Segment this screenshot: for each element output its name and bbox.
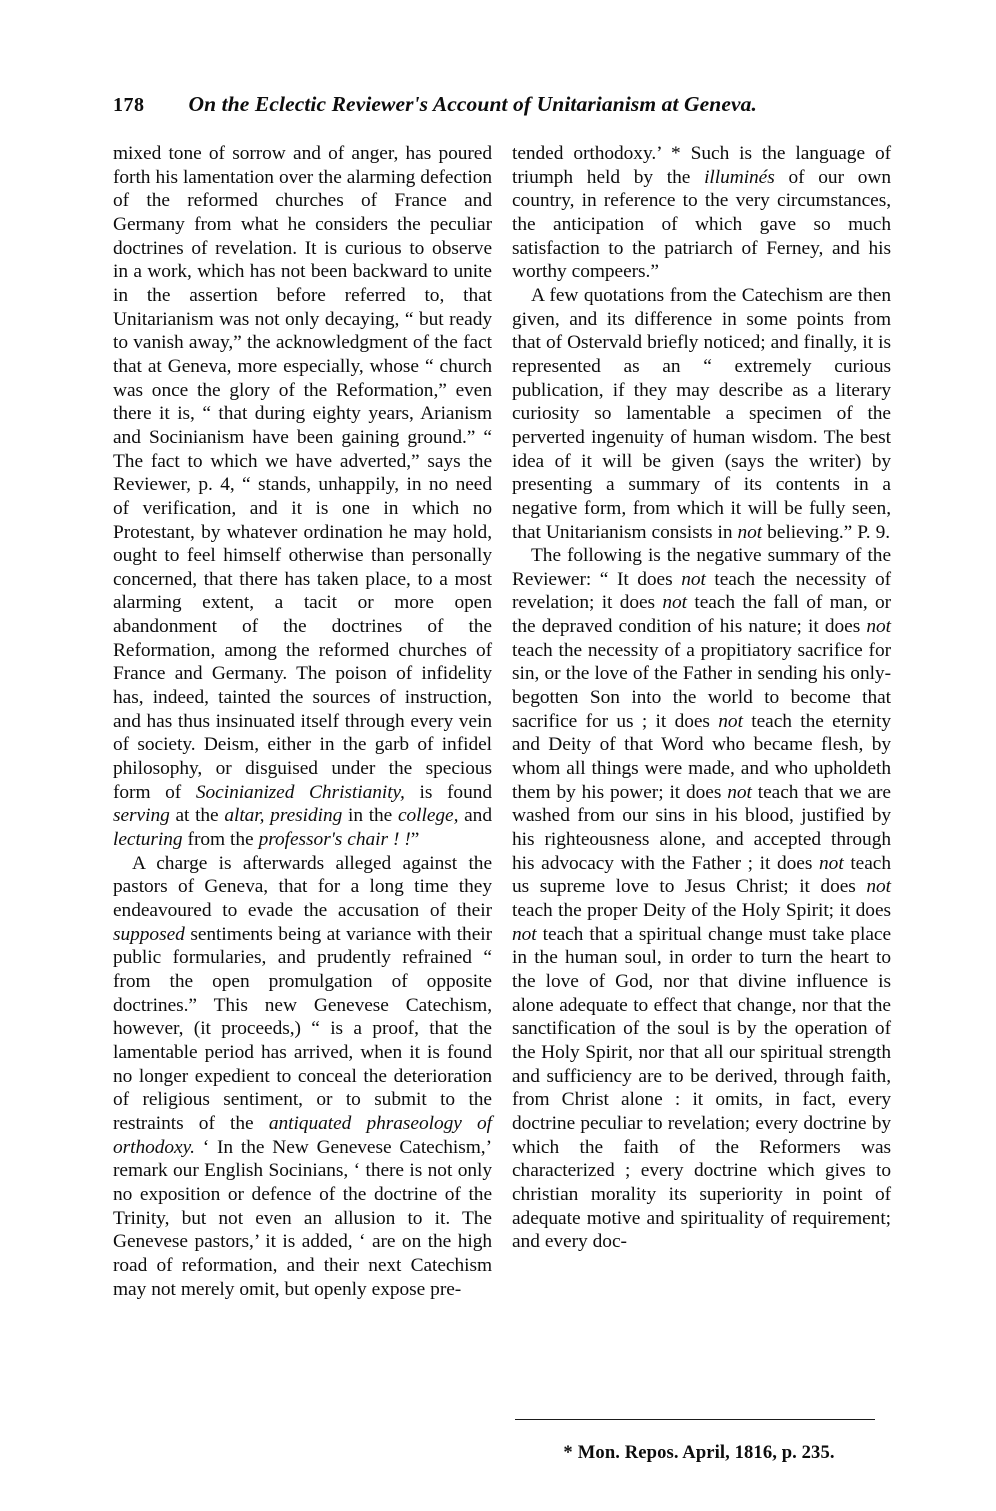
- paragraph-right-1: [512, 142, 891, 284]
- body-columns: [113, 142, 891, 1301]
- text-run: ”: [410, 829, 420, 851]
- running-head-title: On the Eclectic Reviewer's Account of Unitarianism at Geneva.: [188, 92, 757, 116]
- text-run: A charge is afterwards alleged against the pastors of Geneva, that for a long time they endeavoured to evade the accusation of their: [113, 852, 492, 921]
- running-head: [113, 92, 888, 126]
- text-run-italic: lecturing: [113, 829, 183, 851]
- text-run-italic: illuminés: [704, 166, 775, 188]
- footnote-entry: [513, 1442, 885, 1464]
- text-run: and: [458, 805, 492, 827]
- paragraph-right-3: [512, 544, 891, 1254]
- text-run: A few quotations from the Catechism are then given, and its difference in some points from that of Ostervald briefly noticed; and finally, it is represented as an “ extremely curious publication, if they may describe as a literary curiosity so lamentable a specimen of the perverted ingenuity of human wisdom. The best idea of it will be given (says the writer) by presenting a summary of its contents in a negative form, from which it will be fully seen, that Unitarianism consists in: [512, 284, 891, 543]
- text-run: of our own country, in reference to the very circumstances, the anticipation of which gave so much satisfaction to the patriarch of Ferney, and his worthy compeers.”: [512, 166, 891, 283]
- text-run-italic: altar, presiding: [224, 805, 343, 827]
- text-run-italic: not: [681, 568, 706, 590]
- paragraph-right-2: [512, 284, 891, 544]
- text-run: sentiments being at variance with their public formularies, and prudently refrained “ from the open promulgation of opposite doctrines.” This new Genevese Catechism, however, (it proceeds,) “ is a proof, that the lamentable period has arrived, when it is found no longer expedient to conceal the deterioration of religious sentiment, or to submit to the restraints of the: [113, 923, 492, 1134]
- text-run-italic: not: [727, 781, 752, 803]
- paragraph-left-2: [113, 852, 492, 1301]
- text-run-italic: not: [866, 876, 891, 898]
- text-run-italic: not: [819, 852, 844, 874]
- text-run-italic: antiquated phraseology of orthodoxy.: [113, 1112, 492, 1158]
- text-run-italic: college,: [397, 805, 459, 827]
- footnote-reference-mark: *: [671, 143, 681, 164]
- text-run-italic: not: [662, 592, 688, 614]
- text-run: in the: [342, 805, 398, 827]
- footnote-separator-rule: [515, 1419, 875, 1420]
- text-run: Such is the language of triumph held by the: [512, 143, 891, 188]
- text-run: teach the necessity of a propitiatory sacrifice for sin, or the love of the Father in sending his only-begotten Son into the world to become that sacrifice for us ; it does: [512, 639, 891, 732]
- text-run: teach the necessity of revelation; it does: [512, 568, 891, 614]
- right-column: [512, 142, 891, 1301]
- text-run: is found: [404, 781, 492, 803]
- text-run: teach the proper Deity of the Holy Spirit; it does: [512, 900, 891, 921]
- text-run: believing.” P. 9.: [762, 521, 891, 543]
- text-run: at the: [169, 805, 225, 827]
- text-run-italic: not: [737, 521, 763, 543]
- text-run-italic: not: [866, 616, 891, 638]
- text-run-italic: not: [512, 923, 537, 945]
- text-run: from the: [182, 829, 259, 851]
- text-run: teach us supreme love to Jesus Christ; it does: [512, 852, 891, 898]
- page-number: 178: [113, 94, 145, 116]
- text-run: tended orthodoxy.’: [512, 143, 672, 164]
- text-run: teach that we are washed from our sins in his blood, justified by his righteousness alone, and accepted through his advocacy with the Father ; it does: [512, 781, 891, 874]
- footnote-area: [513, 1419, 885, 1464]
- text-run: mixed tone of sorrow and of anger, has poured forth his lamentation over the alarming defection of the reformed churches of France and Germany from what he considers the peculiar doctrines of revelation. It is curious to observe in a work, which has not been backward to unite in the assertion before referred to, that Unitarianism was not only decaying, “ but ready to vanish away,” the acknowledgment of the fact that at Geneva, more especially, whose “ church was once the glory of the Reformation,” even there it is, “ that during eighty years, Arianism and Socinianism have been gaining ground.” “ The fact to which we have adverted,” says the Reviewer, p. 4, “ stands, unhappily, in no need of verification, and it is one in which no Protestant, by whatever ordination he may hold, ought to feel himself otherwise than personally concerned, that there has taken place, to a most alarming extent, a tacit or more open abandonment of the doctrines of the Reformation, among the reformed churches of France and Germany. The poison of infidelity has, indeed, tainted the sources of instruction, and has thus insinuated itself through every vein of society. Deism, either in the garb of infidel philosophy, or disguised under the specious form of: [113, 143, 492, 803]
- text-run: teach the fall of man, or the depraved condition of his nature; it does: [512, 592, 892, 638]
- text-run-italic: serving: [113, 805, 170, 827]
- left-column: [113, 142, 492, 1301]
- text-run-italic: Socinianized Christianity,: [195, 781, 405, 803]
- text-run-italic: professor's chair ! !: [258, 829, 411, 851]
- footnote-mark: *: [563, 1442, 573, 1463]
- text-run-italic: supposed: [113, 923, 185, 945]
- footnote-text: Mon. Repos. April, 1816, p. 235.: [577, 1442, 835, 1463]
- text-run-italic: not: [718, 710, 743, 732]
- text-run: The following is the negative summary of the Reviewer: “ It does: [512, 545, 891, 590]
- paragraph-left-1: [113, 142, 492, 852]
- text-run: teach that a spiritual change must take place in the human soul, in order to turn the heart to the love of God, nor that divine influence is alone adequate to effect that change, nor that the sanctification of the soul is by the operation of the Holy Spirit, nor that all our spiritual strength and sufficiency are to be derived, through faith, from Christ alone : it omits, in fact, every doctrine peculiar to revelation; every doctrine by which the faith of the Reformers was characterized ; every doctrine which gives to christian morality its superiority in point of adequate motive and spirituality of requirement; and every doc-: [512, 923, 891, 1253]
- text-run: teach the eternity and Deity of that Word who became flesh, by whom all things were made, and who upholdeth them by his power; it does: [512, 710, 891, 803]
- text-run: ‘ In the New Genevese Catechism,’ remark our English Socinians, ‘ there is not only no exposition or defence of the doctrine of the Trinity, but not even an allusion to it. The Genevese pastors,’ it is added, ‘ are on the high road of reformation, and their next Catechism may not merely omit, but openly expose pre-: [113, 1136, 492, 1300]
